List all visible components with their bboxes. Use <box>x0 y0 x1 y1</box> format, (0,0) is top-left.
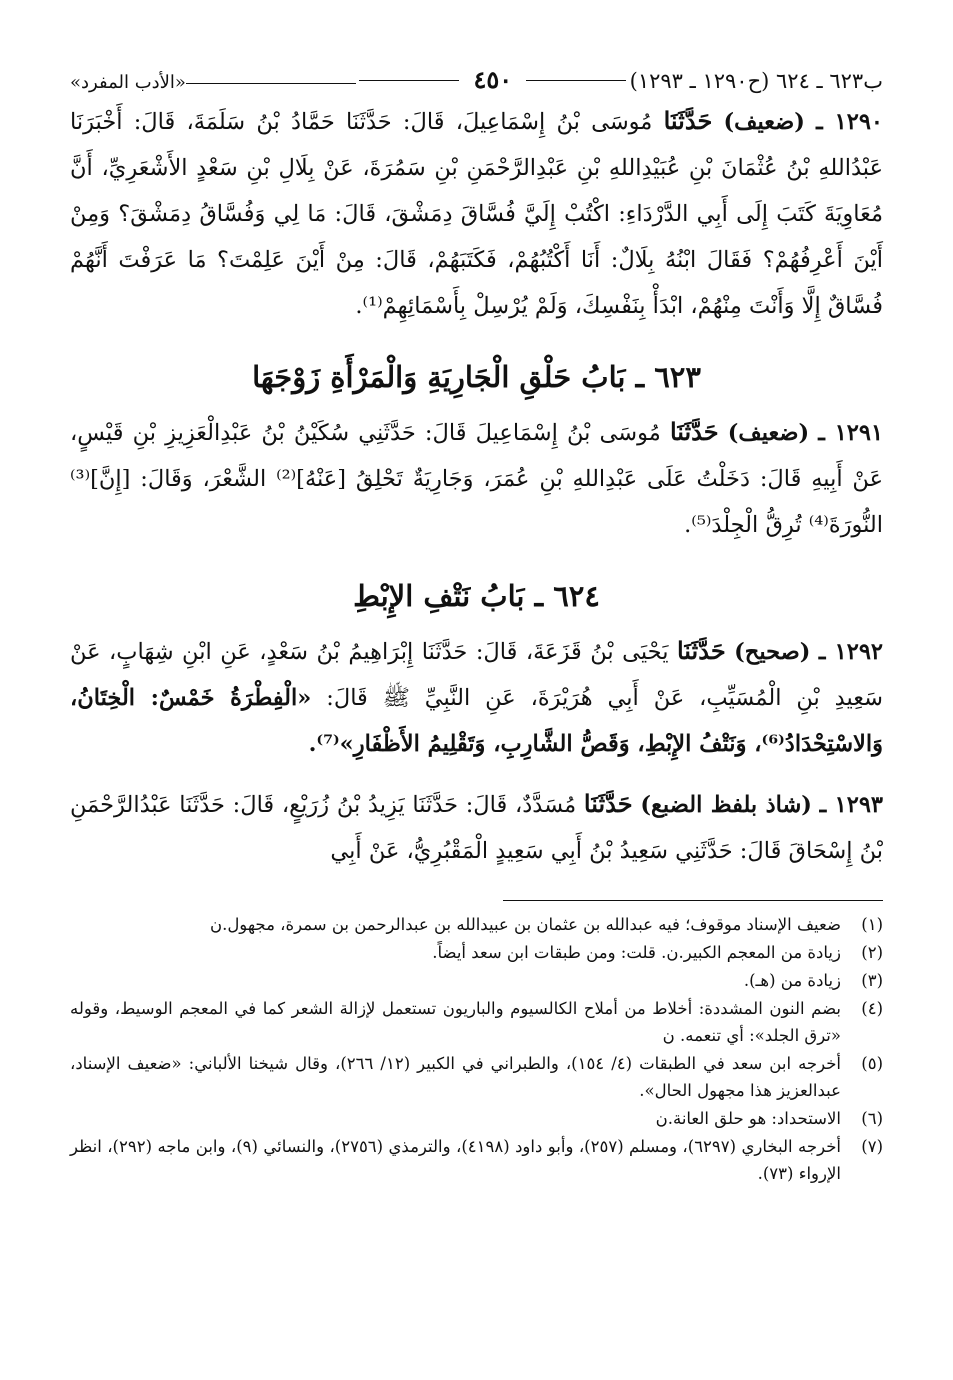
chapter-heading-623: ٦٢٣ ـ بَابُ حَلْقِ الْجَارِيَةِ وَالْمَرْأَةِ زَوْجَهَا <box>252 360 701 394</box>
footnote-item <box>70 911 883 938</box>
hadith-1293 <box>70 781 883 874</box>
haddathana-word: حَدَّثَنَا <box>669 417 719 446</box>
hadith-grade: (صحيح) <box>734 639 811 665</box>
footnote-number: (٢) <box>861 943 883 962</box>
footnote-number: (٥) <box>861 1054 883 1073</box>
haddathana-word: حَدَّثَنَا <box>583 789 633 818</box>
header-rule <box>186 83 356 84</box>
haddathana-word: حَدَّثَنَا <box>663 106 713 135</box>
footnote-text: زيادة من (هـ). <box>743 971 841 990</box>
hadith-number: ١٢٩١ ـ <box>818 420 884 446</box>
running-header <box>70 58 883 92</box>
footnote-text: بضم النون المشددة: أخلاط من أملاح الكالسيوم والباريون تستعمل لإزالة الشعر كما في المعجم الوسيط، وقوله «ترق الجلد»: أي تنعمه. ن <box>70 999 841 1045</box>
footnote-number: (٤) <box>861 999 883 1018</box>
book-title: «الأدب المفرد» <box>70 72 186 93</box>
header-rule <box>359 80 459 81</box>
hadith-text: مُوسَى بْنُ إِسْمَاعِيلَ قَالَ: حَدَّثَنِي سُكَيْنُ بْنُ عَبْدِالْعَزِيزِ بْنِ قَيْسٍ، عَنْ أَبِيهِ قَالَ: دَخَلْتُ عَلَى عَبْدِاللهِ بْنِ عُمَرَ، وَجَارِيَةٌ تَحْلِقُ [عَنْهُ]⁽²⁾ الشَّعْرَ، وَقَالَ: [إِنَّ]⁽³⁾ النُّورَةَ⁽⁴⁾ تُرِقُّ الْجِلْدَ⁽⁵⁾. <box>70 420 883 538</box>
hadith-number: ١٢٩٣ ـ <box>819 792 883 818</box>
page-number: ٤٥٠ <box>473 65 513 94</box>
haddathana-word: حَدَّثَنَا <box>676 636 726 665</box>
chapter-heading-624: ٦٢٤ ـ بَابُ نَتْفِ الإِبْطِ <box>353 579 600 613</box>
footnote-item <box>70 1050 883 1104</box>
hadith-grade: (شاذ بلفظ الضبع) <box>640 792 812 818</box>
footnote-text: ضعيف الإسناد موقوف؛ فيه عبدالله بن عثمان بن عبيدالله بن عبدالرحمن بن سمرة، مجهول.ن <box>209 915 841 934</box>
hadith-1291 <box>70 409 883 548</box>
hadith-1290 <box>70 98 883 329</box>
hadith-number: ١٢٩٠ ـ <box>816 109 883 135</box>
footnotes <box>70 911 883 1187</box>
hadith-grade: (ضعيف) <box>723 109 805 135</box>
hadith-number: ١٢٩٢ ـ <box>818 639 884 665</box>
hadith-1292 <box>70 628 883 767</box>
footnote-number: (٧) <box>861 1137 883 1156</box>
hadith-text: يَحْيَى بْنُ قَزَعَةَ، قَالَ: حَدَّثَنَا إِبْرَاهِيمُ بْنُ سَعْدٍ، عَنِ ابْنِ شِهَابٍ، عَنْ سَعِيدِ بْنِ الْمُسَيِّبِ، عَنْ أَبِي هُرَيْرَةَ، عَنِ النَّبِيِّ ﷺ قَالَ: <box>70 639 883 711</box>
footnote-text: أخرجه البخاري (٦٢٩٧)، ومسلم (٢٥٧)، وأبو داود (٤١٩٨)، والترمذي (٢٧٥٦)، والنسائي (٩)، وابن ماجه (٢٩٢)، انظر الإرواء (٧٣). <box>70 1137 841 1183</box>
footnote-separator <box>503 900 883 901</box>
footnote-text: زيادة من المعجم الكبير.ن. قلت: ومن طبقات ابن سعد أيضاً. <box>432 943 841 962</box>
footnote-text: أخرجه ابن سعد في الطبقات (٤/ ١٥٤)، والطبراني في الكبير (١٢/ ٢٦٦)، وقال شيخنا الألباني: «ضعيف الإسناد، عبدالعزيز هذا مجهول الحال». <box>70 1054 841 1100</box>
footnote-item <box>70 1133 883 1187</box>
footnote-number: (٦) <box>861 1109 883 1128</box>
hadith-grade: (ضعيف) <box>727 420 810 446</box>
header-page-center <box>359 65 626 94</box>
footnote-item <box>70 995 883 1049</box>
footnote-item <box>70 1105 883 1132</box>
footnote-number: (٣) <box>861 971 883 990</box>
header-rule <box>526 80 626 81</box>
footnote-item <box>70 967 883 994</box>
hadith-matn: «الْفِطْرَةُ خَمْسٌ: الْخِتَانُ، وَالاسْتِحْدَادُ⁽⁶⁾، وَنَتْفُ الإِبْطِ، وَقَصُّ الشَّارِبِ، وَتَقْلِيمُ الأَظْفَارِ»⁽⁷⁾. <box>70 685 883 757</box>
hadith-text: مُوسَى بْنُ إِسْمَاعِيلَ، قَالَ: حَدَّثَنَا حَمَّادُ بْنُ سَلَمَةَ، قَالَ: أَخْبَرَنَا عَبْدُاللهِ بْنُ عُثْمَانَ بْنِ عُبَيْدِاللهِ بْنِ عَبْدِالرَّحْمَنِ بْنِ سَمُرَةَ، عَنْ بِلَالِ بْنِ سَعْدٍ الأَشْعَرِيِّ، أَنَّ مُعَاوِيَةَ كَتَبَ إِلَى أَبِي الدَّرْدَاءِ: اكْتُبْ إِلَيَّ فُسَّاقَ دِمَشْقَ، قَالَ: مَا لِي وَفُسَّاقُ دِمَشْقَ؟ وَمِنْ أَيْنَ أَعْرِفُهُمْ؟ فَقَالَ ابْنُهُ بِلَالٌ: أَنَا أَكْتُبُهُمْ، فَكَتَبَهُمْ، قَالَ: مِنْ أَيْنَ عَلِمْتَ؟ مَا عَرَفْتَ أَنَّهُمْ فُسَّاقٌ إِلَّا وَأَنْتَ مِنْهُمْ، ابْدَأْ بِنَفْسِكَ، وَلَمْ يُرْسِلْ بِأَسْمَائِهِمْ⁽¹⁾. <box>70 109 883 319</box>
header-book-block <box>70 74 356 92</box>
header-section-range: ب٦٢٣ ـ ٦٢٤ (ح١٢٩٠ ـ ١٢٩٣) <box>629 69 883 93</box>
footnote-text: الاستحداد: هو حلق العانة.ن <box>655 1109 841 1128</box>
footnote-number: (١) <box>861 915 883 934</box>
footnote-item <box>70 939 883 966</box>
hadith-text: مُسَدَّدٌ، قَالَ: حَدَّثَنَا يَزِيدُ بْنُ زُرَيْعٍ، قَالَ: حَدَّثَنَا عَبْدُالرَّحْمَنِ بْنُ إِسْحَاقَ قَالَ: حَدَّثَنِي سَعِيدُ بْنُ أَبِي سَعِيدٍ الْمَقْبُرِيُّ، عَنْ أَبِي <box>70 792 883 864</box>
